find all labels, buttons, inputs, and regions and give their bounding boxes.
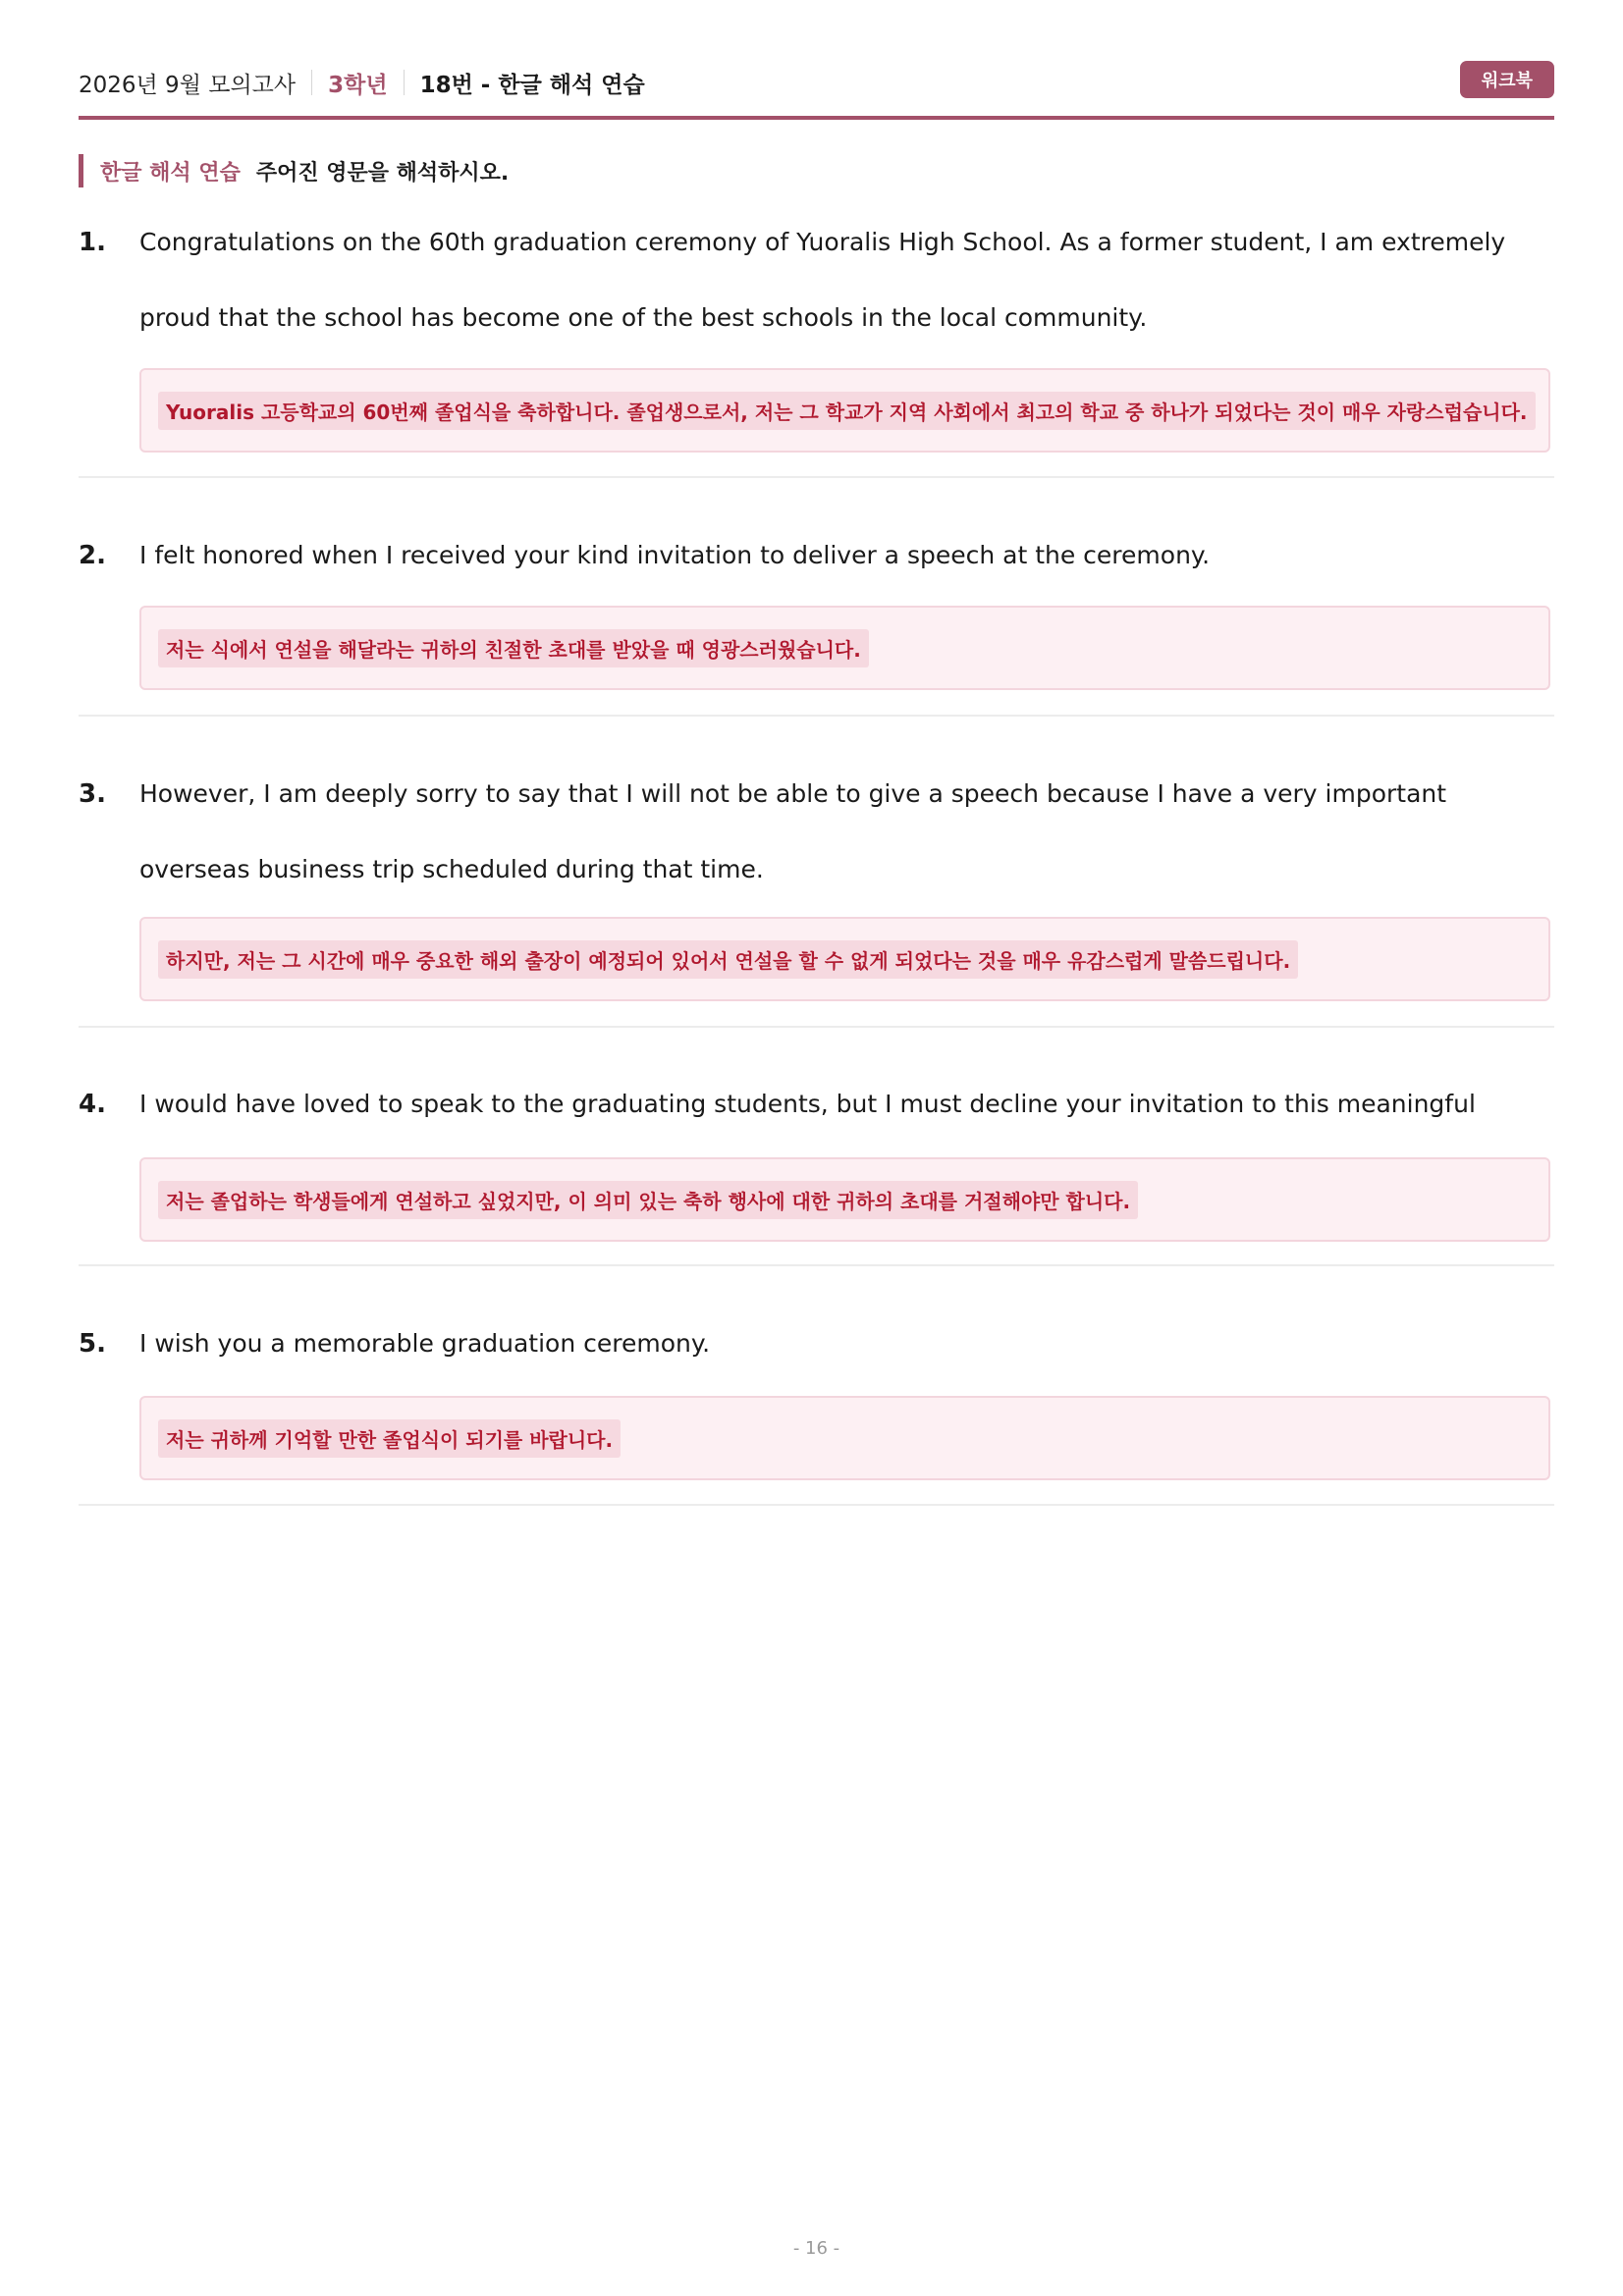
item-divider <box>79 715 1554 717</box>
translation-box <box>139 1396 1550 1480</box>
english-sentence: I would have loved to speak to the graduating students, but I must decline your invitation to this meaningful <box>139 1090 1476 1118</box>
exam-name: 2026년 9월 모의고사 <box>79 72 297 98</box>
english-sentence: Congratulations on the 60th graduation ceremony of Yuoralis High School. As a former student, I am extremely proud that the school has become one of the best schools in the local community. <box>139 228 1506 332</box>
item-divider <box>79 1264 1554 1266</box>
workbook-badge: 워크북 <box>1460 61 1554 98</box>
item-number: 3. <box>79 779 106 809</box>
header-rule <box>79 116 1554 120</box>
translation-box <box>139 606 1550 690</box>
korean-translation: 저는 졸업하는 학생들에게 연설하고 싶었지만, 이 의미 있는 축하 행사에 대한 귀하의 초대를 거절해야만 합니다. <box>158 1181 1138 1219</box>
english-sentence: I felt honored when I received your kind invitation to deliver a speech at the ceremony. <box>139 541 1211 569</box>
translation-box <box>139 1157 1550 1242</box>
translation-box <box>139 917 1550 1001</box>
section-heading <box>79 154 509 187</box>
item-number: 4. <box>79 1090 106 1119</box>
english-sentence: I wish you a memorable graduation ceremony. <box>139 1329 711 1358</box>
header-divider <box>404 70 405 95</box>
korean-translation: Yuoralis 고등학교의 60번째 졸업식을 축하합니다. 졸업생으로서, 저는 그 학교가 지역 사회에서 최고의 학교 중 하나가 되었다는 것이 매우 자랑스럽습니다. <box>158 392 1536 430</box>
grade-label: 3학년 <box>328 72 388 98</box>
question-title: 18번 - 한글 해석 연습 <box>419 72 645 98</box>
section-label: 한글 해석 연습 <box>100 160 241 186</box>
item-divider <box>79 1504 1554 1506</box>
page-number: - 16 - <box>792 2238 840 2259</box>
item-divider <box>79 1026 1554 1028</box>
item-divider <box>79 476 1554 478</box>
page-header <box>79 61 1554 104</box>
korean-translation: 하지만, 저는 그 시간에 매우 중요한 해외 출장이 예정되어 있어서 연설을 할 수 없게 되었다는 것을 매우 유감스럽게 말씀드립니다. <box>158 940 1298 979</box>
korean-translation: 저는 식에서 연설을 해달라는 귀하의 친절한 초대를 받았을 때 영광스러웠습니다. <box>158 629 869 667</box>
item-number: 2. <box>79 541 106 570</box>
item-number: 5. <box>79 1329 106 1359</box>
worksheet-page <box>79 0 1554 2296</box>
section-accent-bar <box>79 154 83 187</box>
section-instruction: 주어진 영문을 해석하시오. <box>255 160 510 186</box>
translation-box <box>139 368 1550 453</box>
item-number: 1. <box>79 228 106 257</box>
header-divider <box>311 70 312 95</box>
korean-translation: 저는 귀하께 기억할 만한 졸업식이 되기를 바랍니다. <box>158 1419 621 1458</box>
english-sentence: However, I am deeply sorry to say that I will not be able to give a speech because I have a very important overseas business trip scheduled during that time. <box>139 779 1447 883</box>
